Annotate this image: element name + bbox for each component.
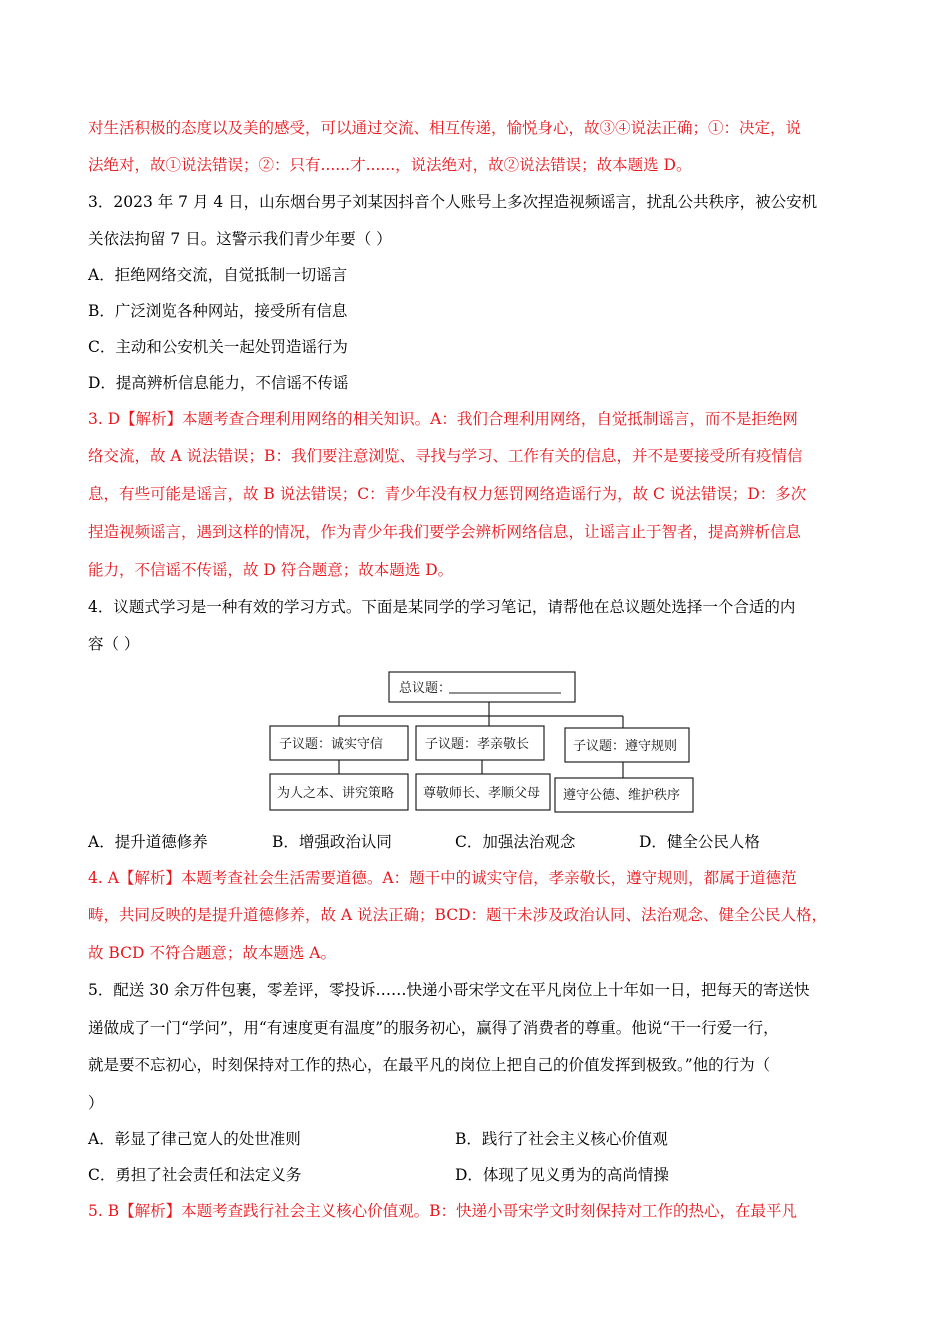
q4-answer-line-1: 4. A【解析】本题考查社会生活需要道德。A：题干中的诚实守信，孝亲敬长，遵守规则，都属于道德范 <box>88 869 797 887</box>
q5-stem-line-3: 就是要不忘初心，时刻保持对工作的热心，在最平凡的岗位上把自己的价值发挥到极致。”他的行为（ <box>88 1056 771 1074</box>
q5-option-d: D．体现了见义勇为的高尚情操 <box>455 1166 669 1184</box>
q3-answer-line-2: 络交流，故 A 说法错误；B：我们要注意浏览、寻找与学习、工作有关的信息，并不是要接受所有疫情信 <box>88 447 803 465</box>
q5-option-c: C．勇担了社会责任和法定义务 <box>88 1166 302 1184</box>
q3-answer-line-4: 捏造视频谣言，遇到这样的情况，作为青少年我们要学会辨析网络信息，让谣言止于智者，提高辨析信息 <box>88 523 802 541</box>
q3-option-d: D．提高辨析信息能力，不信谣不传谣 <box>88 374 349 392</box>
q3-answer-line-5: 能力，不信谣不传谣，故 D 符合题意；故本题选 D。 <box>88 561 454 579</box>
q4-stem-line-2: 容（ ） <box>88 635 140 653</box>
q3-option-b: B．广泛浏览各种网站，接受所有信息 <box>88 302 348 320</box>
q5-answer-line-1: 5. B【解析】本题考查践行社会主义核心价值观。B：快递小哥宋学文时刻保持对工作的热心，在最平凡 <box>88 1202 797 1220</box>
q3-stem-line-2: 关依法拘留 7 日。这警示我们青少年要（ ） <box>88 230 392 248</box>
q4-answer-line-3: 故 BCD 不符合题意；故本题选 A。 <box>88 944 336 962</box>
sub-topic-label: 子议题：孝亲敬长 <box>425 737 530 752</box>
sub-topic-label: 子议题：诚实守信 <box>279 737 384 752</box>
q5-option-a: A．彰显了律己宽人的处世准则 <box>88 1130 301 1148</box>
q4-answer-line-2: 畴，共同反映的是提升道德修养，故 A 说法正确；BCD：题干未涉及政治认同、法治观念、健全公民人格， <box>88 906 828 924</box>
leaf-topic-label: 为人之本、讲究策略 <box>277 786 395 801</box>
q4-option-a: A．提升道德修养 <box>88 833 208 851</box>
q3-stem-line-1: 3．2023 年 7 月 4 日，山东烟台男子刘某因抖音个人账号上多次捏造视频谣言，扰乱公共秩序，被公安机 <box>88 193 818 211</box>
leaf-topic-label: 尊敬师长、孝顺父母 <box>423 786 541 801</box>
q5-stem-line-4: ） <box>88 1094 104 1112</box>
leaf-topic-label: 遵守公德、维护秩序 <box>563 788 681 803</box>
topic-diagram <box>267 668 697 818</box>
q4-option-c: C．加强法治观念 <box>455 833 576 851</box>
q5-stem-line-2: 递做成了一门“学问”，用“有速度更有温度”的服务初心，赢得了消费者的尊重。他说“干一行爱一行， <box>88 1019 779 1037</box>
sub-topic-label: 子议题：遵守规则 <box>573 739 678 754</box>
q3-option-c: C．主动和公安机关一起处罚造谣行为 <box>88 338 348 356</box>
root-topic-label: 总议题： <box>399 681 452 696</box>
carry-over-line-1: 对生活积极的态度以及美的感受，可以通过交流、相互传递，愉悦身心，故③④说法正确；①：决定，说 <box>88 119 802 137</box>
q4-option-d: D．健全公民人格 <box>639 833 760 851</box>
q5-stem-line-1: 5．配送 30 余万件包裹，零差评，零投诉……快递小哥宋学文在平凡岗位上十年如一日，把每天的寄送快 <box>88 981 810 999</box>
q4-option-b: B．增强政治认同 <box>272 833 392 851</box>
q3-answer-line-3: 息，有些可能是谣言，故 B 说法错误；C：青少年没有权力惩罚网络造谣行为，故 C 说法错误；D：多次 <box>88 485 807 503</box>
q5-option-b: B．践行了社会主义核心价值观 <box>455 1130 668 1148</box>
carry-over-line-2: 法绝对，故①说法错误；②：只有......才......，说法绝对，故②说法错误；故本题选 D。 <box>88 156 692 174</box>
q3-option-a: A．拒绝网络交流，自觉抵制一切谣言 <box>88 266 348 284</box>
q4-stem-line-1: 4．议题式学习是一种有效的学习方式。下面是某同学的学习笔记，请帮他在总议题处选择一个合适的内 <box>88 598 796 616</box>
q3-answer-line-1: 3. D【解析】本题考查合理利用网络的相关知识。A：我们合理利用网络，自觉抵制谣言，而不是拒绝网 <box>88 410 798 428</box>
